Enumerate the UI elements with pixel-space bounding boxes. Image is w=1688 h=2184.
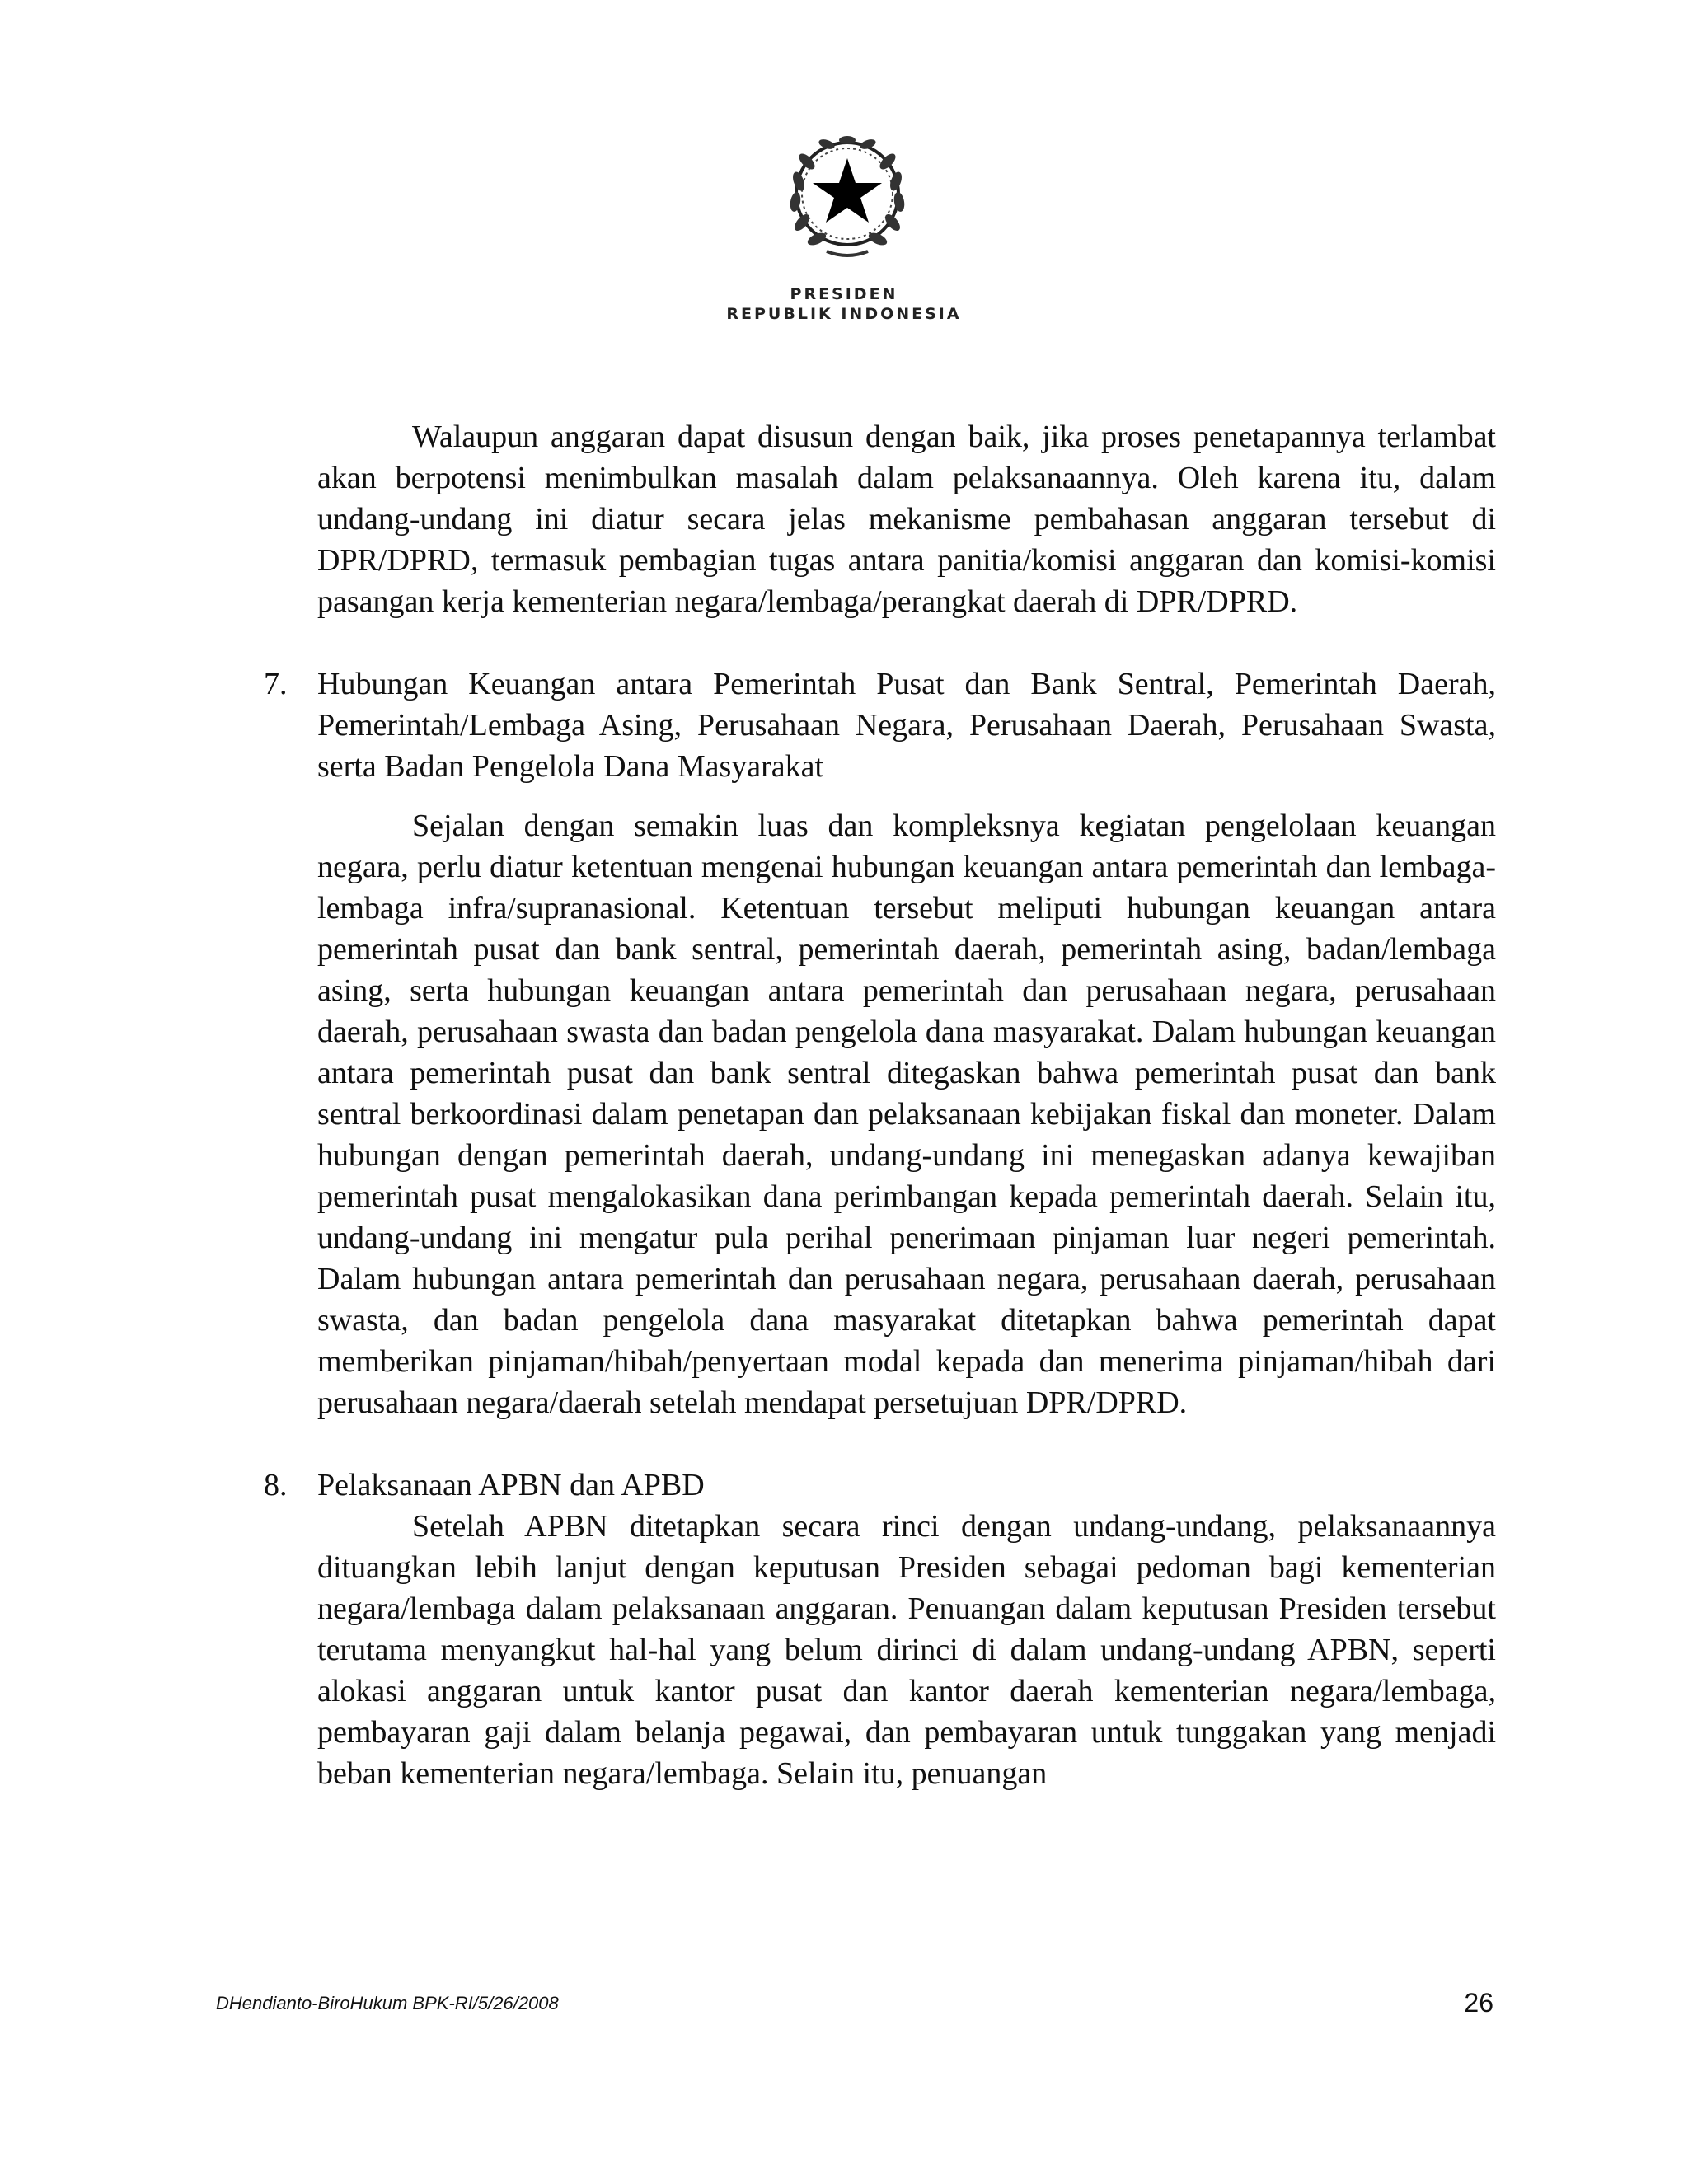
section-paragraph: Sejalan dengan semakin luas dan kompleksnya kegiatan pengelolaan keuangan negara, perlu diatur ketentuan mengenai hubungan keuangan antara pemerintah dan lembaga-lembaga infra/supranasional. Ketentuan tersebut meliputi hubungan keuangan antara pemerintah pusat dan bank sentral, pemerintah daerah, pemerintah asing, badan/lembaga asing, serta hubungan keuangan antara pemerintah dan perusahaan negara, perusahaan daerah, perusahaan swasta dan badan pengelola dana masyarakat. Dalam hubungan keuangan antara pemerintah pusat dan bank sentral ditegaskan bahwa pemerintah pusat dan bank sentral berkoordinasi dalam penetapan dan pelaksanaan kebijakan fiskal dan moneter. Dalam hubungan dengan pemerintah daerah, undang-undang ini menegaskan adanya kewajiban pemerintah pusat mengalokasikan dana perimbangan kepada pemerintah daerah. Selain itu, undang-undang ini mengatur pula perihal penerimaan pinjaman luar negeri pemerintah. Dalam hubungan antara pemerintah dan perusahaan negara, perusahaan daerah, perusahaan swasta, dan badan pengelola dana masyarakat ditetapkan bahwa pemerintah dapat memberikan pinjaman/hibah/penyertaan modal kepada dan menerima pinjaman/hibah dari perusahaan negara/daerah setelah mendapat persetujuan DPR/DPRD.: [317, 808, 1496, 1420]
section-title: Pelaksanaan APBN dan APBD: [317, 1468, 705, 1502]
section-number: 8.: [264, 1468, 288, 1502]
footer-reference: DHendianto-BiroHukum BPK-RI/5/26/2008: [216, 1993, 559, 2013]
presidential-seal-icon: [777, 124, 917, 264]
document-body: [264, 416, 1496, 1794]
section-item-7: [264, 663, 1496, 1423]
header-title: PRESIDEN: [790, 285, 898, 303]
section-title: Hubungan Keuangan antara Pemerintah Pusat dan Bank Sentral, Pemerintah Daerah, Pemerintah/Lembaga Asing, Perusahaan Negara, Perusahaan Daerah, Perusahaan Swasta, serta Badan Pengelola Dana Masyarakat: [317, 667, 1496, 784]
intro-paragraph: Walaupun anggaran dapat disusun dengan baik, jika proses penetapannya terlambat akan berpotensi menimbulkan masalah dalam pelaksanaannya. Oleh karena itu, dalam undang-undang ini diatur secara jelas mekanisme pembahasan anggaran tersebut di DPR/DPRD, termasuk pembagian tugas antara panitia/komisi anggaran dan komisi-komisi pasangan kerja kementerian negara/lembaga/perangkat daerah di DPR/DPRD.: [317, 419, 1496, 619]
section-paragraph: Setelah APBN ditetapkan secara rinci dengan undang-undang, pelaksanaannya dituangkan lebih lanjut dengan keputusan Presiden sebagai pedoman bagi kementerian negara/lembaga dalam pelaksanaan anggaran. Penuangan dalam keputusan Presiden tersebut terutama menyangkut hal-hal yang belum dirinci di dalam undang-undang APBN, seperti alokasi anggaran untuk kantor pusat dan kantor daerah kementerian negara/lembaga, pembayaran gaji dalam belanja pegawai, dan pembayaran untuk tunggakan yang menjadi beban kementerian negara/lembaga. Selain itu, penuangan: [317, 1509, 1496, 1791]
section-item-8: [264, 1465, 1496, 1794]
section-number: 7.: [264, 667, 288, 701]
page-number: 26: [1464, 1988, 1493, 2018]
header-subtitle: REPUBLIK INDONESIA: [726, 305, 962, 323]
